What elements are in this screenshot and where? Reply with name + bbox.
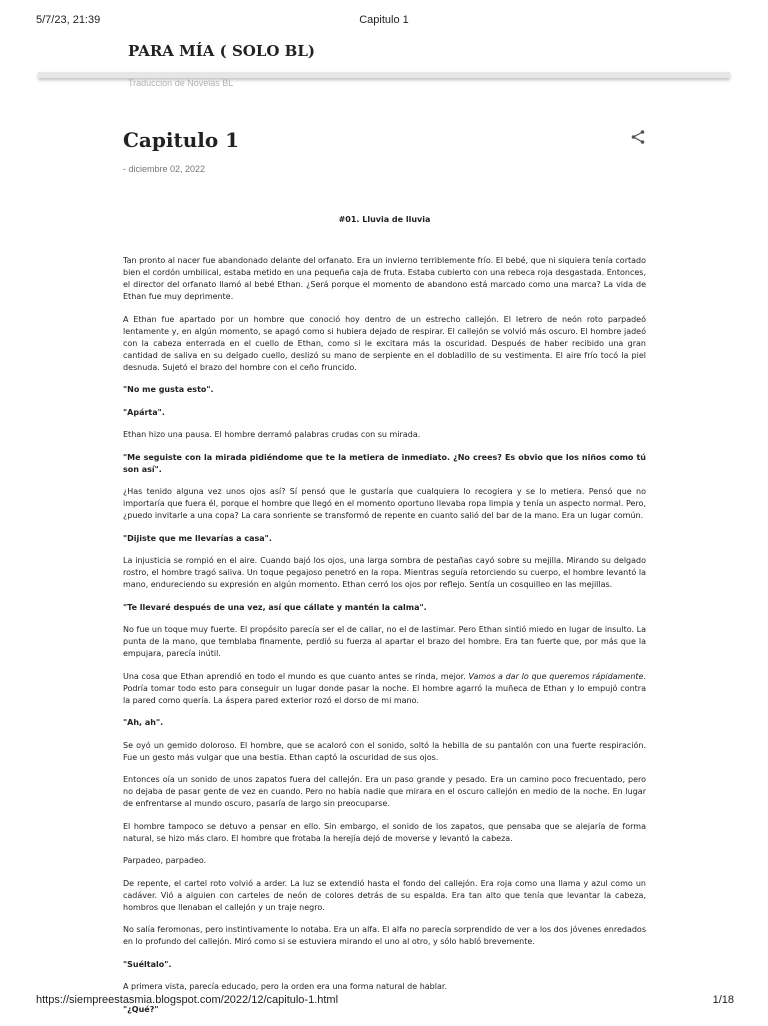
paragraph: [123, 671, 646, 707]
paragraph: A Ethan fue apartado por un hombre que conoció hoy dentro de un estrecho callejón. El letrero de neón roto parpadeó lentamente y, en algún momento, se apagó como si hubiera dejado de respirar. El callejón se volvió más oscuro. El hombre jadeó con la cabeza enterrada en el cuello de Ethan, como si le excitara más la oscuridad. Después de haber recibido una gran cantidad de saliva en su delgado cuello, deslizó su mano de serpiente en el dobladillo de su vestimenta. El aire frío tocó la piel desnuda. Sujetó el brazo del hombre con el ceño fruncido.: [123, 314, 646, 372]
dialog-line: "¿Qué?": [123, 1004, 159, 1014]
paragraph-text: . Podría tomar todo esto para conseguir un lugar donde pasar la noche. El hombre agarró la muñeca de Ethan y lo empujó contra la pared como quería. La áspera pared exterior rozó el dorso de mi mano.: [123, 671, 646, 705]
paragraph-italic: Vamos a dar lo que queremos rápidamente: [468, 671, 644, 681]
paragraph: No salía feromonas, pero instintivamente lo notaba. Era un alfa. El alfa no parecía sorprendido de ver a los dos jóvenes enredados en lo profundo del callejón. Miró como si se estuviera mirando el uno al otro, y sólo habló brevemente.: [123, 925, 646, 946]
dialog-line: "Me seguiste con la mirada pidiéndome que te la metiera de inmediato. ¿No crees? Es obvio que los niños como tú son así".: [123, 452, 646, 474]
paragraph: Ethan hizo una pausa. El hombre derramó palabras crudas con su mirada.: [123, 430, 421, 439]
dialog-line: "No me gusta esto".: [123, 385, 214, 394]
dialog-line: "Apárta".: [123, 407, 165, 417]
paragraph: Se oyó un gemido doloroso. El hombre, que se acaloró con el sonido, soltó la hebilla de su pantalón con una fuerte respiración. Fue un gesto más vulgar que una bestia. Ethan captó la oscuridad de sus ojos.: [123, 740, 646, 762]
dialog-line: "Ah, ah".: [123, 718, 164, 727]
print-url[interactable]: https://siempreestasmia.blogspot.com/2022/12/capitulo-1.html: [36, 994, 339, 1006]
paragraph: A primera vista, parecía educado, pero la orden era una forma natural de hablar.: [123, 982, 447, 991]
paragraph: La injusticia se rompió en el aire. Cuando bajó los ojos, una larga sombra de pestañas cayó sobre su mejilla. Mirando su delgado rostro, el hombre tragó saliva. Un toque pegajoso penetró en la ropa. Mientras seguía retorciendo su cuerpo, el hombre levantó la mano, endureciendo su expresión en algún momento. Ethan cerró los ojos por reflejo. Sentía un cosquilleo en las mejillas.: [123, 556, 646, 589]
dialog-line: "Dijiste que me llevarías a casa".: [123, 533, 272, 543]
print-page-title: Capitulo 1: [359, 14, 409, 26]
paragraph: No fue un toque muy fuerte. El propósito parecía ser el de callar, no el de lastimar. Pero Ethan sintió miedo en lugar de insulto. La punta de la mano, que temblaba finamente, perdió su fuerza al apartar el brazo del hombre. Era tan fuerte que, por más que la empujara, parecía inútil.: [123, 625, 646, 658]
dialog-line: "Suéltalo".: [123, 959, 172, 969]
paragraph-text: Una cosa que Ethan aprendió en todo el mundo es que cuanto antes se rinda, mejor.: [123, 671, 469, 681]
paragraph: El hombre tampoco se detuvo a pensar en ello. Sin embargo, el sonido de los zapatos, que pensaba que se alejaría de forma natural, se hizo más claro. El hombre que frotaba la herejía dejó de moverse y levantó la cabeza.: [123, 821, 646, 843]
dialog-line: "Te llevaré después de una vez, así que cállate y mantén la calma".: [123, 602, 427, 612]
post-date[interactable]: - diciembre 02, 2022: [123, 164, 206, 174]
blog-title[interactable]: PARA MÍA ( SOLO BL): [128, 42, 316, 60]
paragraph: Parpadeo, parpadeo.: [123, 856, 207, 865]
chapter-heading: #01. Lluvia de lluvia: [338, 215, 431, 224]
share-icon[interactable]: [630, 129, 646, 145]
print-datetime: 5/7/23, 21:39: [36, 14, 101, 26]
paragraph: De repente, el cartel roto volvió a arder. La luz se extendió hasta el fondo del callejón. Era roja como una llama y azul como un cadáver. Vió a alguien con carteles de neón de colores detrás de su espalda. Era tan alto que tenía que levantar la cabeza, hombros que llenaban el callejón y un traje negro.: [123, 878, 646, 912]
paragraph: Tan pronto al nacer fue abandonado delante del orfanato. Era un invierno terriblemente frío. El bebé, que ni siquiera tenía cortado bien el cordón umbilical, estaba metido en una pequeña caja de fruta. Estaba cubierto con una rebeca roja desgastada. Entonces, el director del orfanato llamó al bebé Ethan. ¿Será porque el momento de abandono está marcado como una marca? La vida de Ethan fue muy deprimente.: [123, 256, 646, 301]
paragraph: ¿Has tenido alguna vez unos ojos así? Sí pensó que le gustaría que cualquiera lo recogiera y se lo metiera. Pensó que no importaría que fuera él, porque el hombre que llegó en el momento oportuno llevaba ropa limpia y tenía un aspecto normal. Pero, ¿puedo invitarle a una copa? La cara sonriente se transformó de repente en cuanto salió del bar de la mano. Era un lugar común.: [123, 487, 646, 520]
paragraph: Entonces oía un sonido de unos zapatos fuera del callejón. Era un paso grande y pesado. Era un camino poco frecuentado, pero no dejaba de pasar gente de vez en cuando. Pero no había nadie que mirara en el oscuro callejón en medio de la noche. En lugar de enfrentarse al mundo oscuro, pasaría de largo sin preocuparse.: [123, 775, 646, 808]
post-body: [123, 255, 646, 1026]
print-page-number: 1/18: [712, 994, 734, 1006]
blog-description: Traduccion de Novelas BL: [128, 78, 234, 88]
post-title: Capitulo 1: [123, 128, 240, 152]
